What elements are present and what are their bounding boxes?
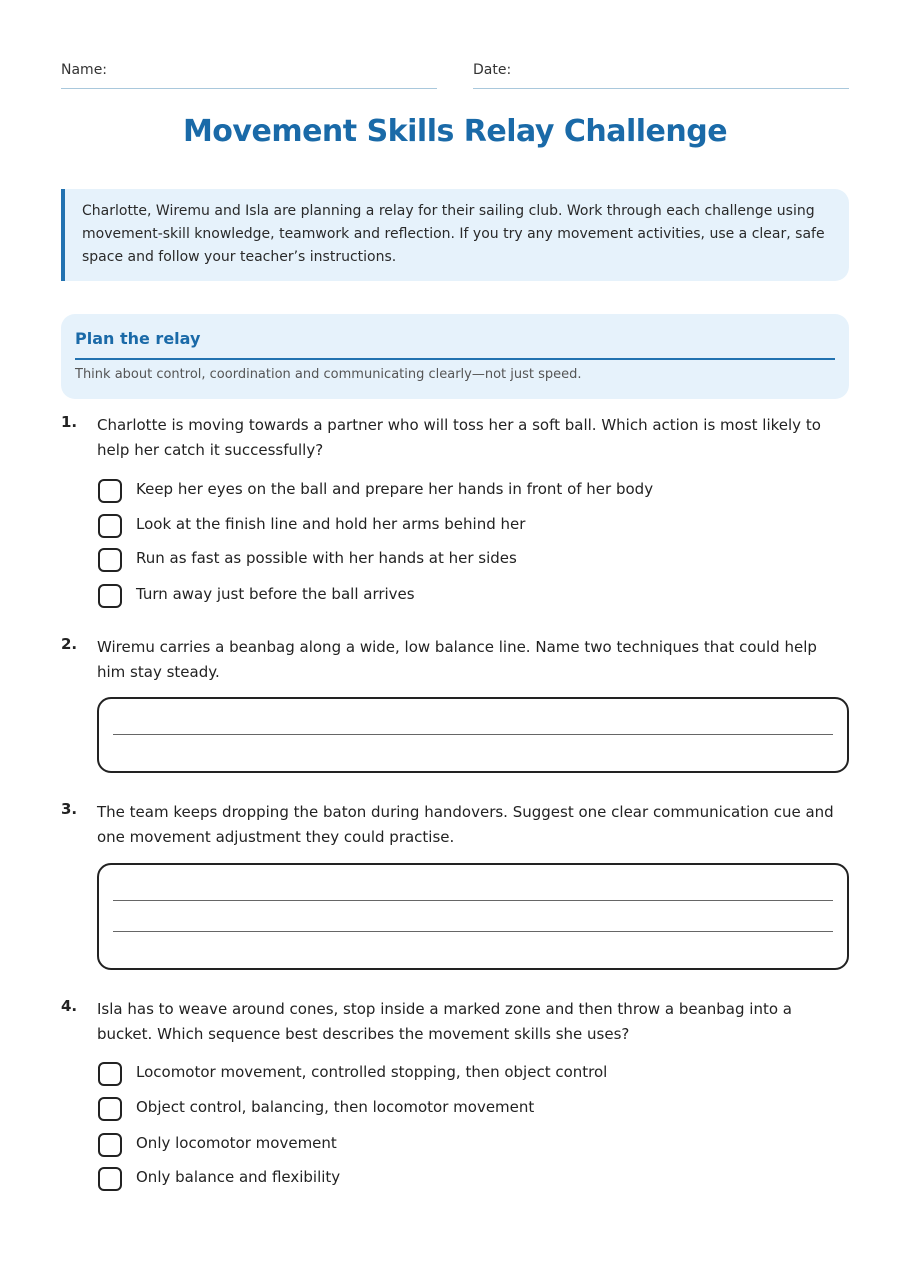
checkbox[interactable] [98, 548, 122, 572]
option-label: Only locomotor movement [136, 1134, 337, 1152]
option-label: Locomotor movement, controlled stopping, then object control [136, 1063, 608, 1081]
question-number: 3. [61, 800, 78, 818]
checkbox[interactable] [98, 1062, 122, 1086]
section-subtitle: Think about control, coordination and communicating clearly—not just speed. [75, 367, 582, 382]
option-label: Object control, balancing, then locomotor movement [136, 1098, 535, 1116]
intro-callout: Charlotte, Wiremu and Isla are planning a relay for their sailing club. Work through each challenge using movement-skill knowledge, teamwork and reflection. If you try any movement activities, use a clear, safe space and follow your teacher’s instructions. [61, 189, 849, 281]
answer-box[interactable] [97, 697, 849, 773]
checkbox[interactable] [98, 1167, 122, 1191]
checkbox[interactable] [98, 584, 122, 608]
option-item[interactable] [97, 1167, 849, 1195]
name-label: Name: [61, 62, 108, 78]
question-number: 4. [61, 997, 78, 1015]
option-label: Look at the finish line and hold her arms behind her [136, 515, 526, 533]
answer-line [113, 931, 833, 932]
date-field[interactable] [473, 60, 849, 89]
answer-line [113, 900, 833, 901]
option-item[interactable] [97, 514, 849, 542]
section-title: Plan the relay [75, 329, 201, 348]
question-text: Wiremu carries a beanbag along a wide, low balance line. Name two techniques that could help him stay steady. [97, 638, 817, 681]
date-label: Date: [473, 62, 512, 78]
option-label: Turn away just before the ball arrives [136, 585, 415, 603]
question-text: Isla has to weave around cones, stop inside a marked zone and then throw a beanbag into a bucket. Which sequence best describes the movement skills she uses? [97, 1000, 792, 1043]
header-fields [61, 60, 849, 90]
option-label: Run as fast as possible with her hands at her sides [136, 549, 517, 567]
option-label: Keep her eyes on the ball and prepare her hands in front of her body [136, 480, 654, 498]
option-item[interactable] [97, 479, 849, 507]
option-item[interactable] [97, 1097, 849, 1125]
option-label: Only balance and flexibility [136, 1168, 341, 1186]
checkbox[interactable] [98, 1133, 122, 1157]
page-title: Movement Skills Relay Challenge [182, 114, 728, 149]
name-field[interactable] [61, 60, 437, 89]
checkbox[interactable] [98, 1097, 122, 1121]
option-item[interactable] [97, 584, 849, 612]
answer-line [113, 734, 833, 735]
question-text: The team keeps dropping the baton during handovers. Suggest one clear communication cue and one movement adjustment they could practise. [97, 803, 834, 846]
answer-box[interactable] [97, 863, 849, 970]
option-item[interactable] [97, 548, 849, 576]
checkbox[interactable] [98, 514, 122, 538]
question-text: Charlotte is moving towards a partner who will toss her a soft ball. Which action is most likely to help her catch it successfully? [97, 416, 821, 459]
checkbox[interactable] [98, 479, 122, 503]
section-header [61, 314, 849, 399]
question-number: 2. [61, 635, 78, 653]
section-divider [75, 358, 835, 360]
option-item[interactable] [97, 1062, 849, 1090]
option-item[interactable] [97, 1133, 849, 1161]
question-number: 1. [61, 413, 78, 431]
